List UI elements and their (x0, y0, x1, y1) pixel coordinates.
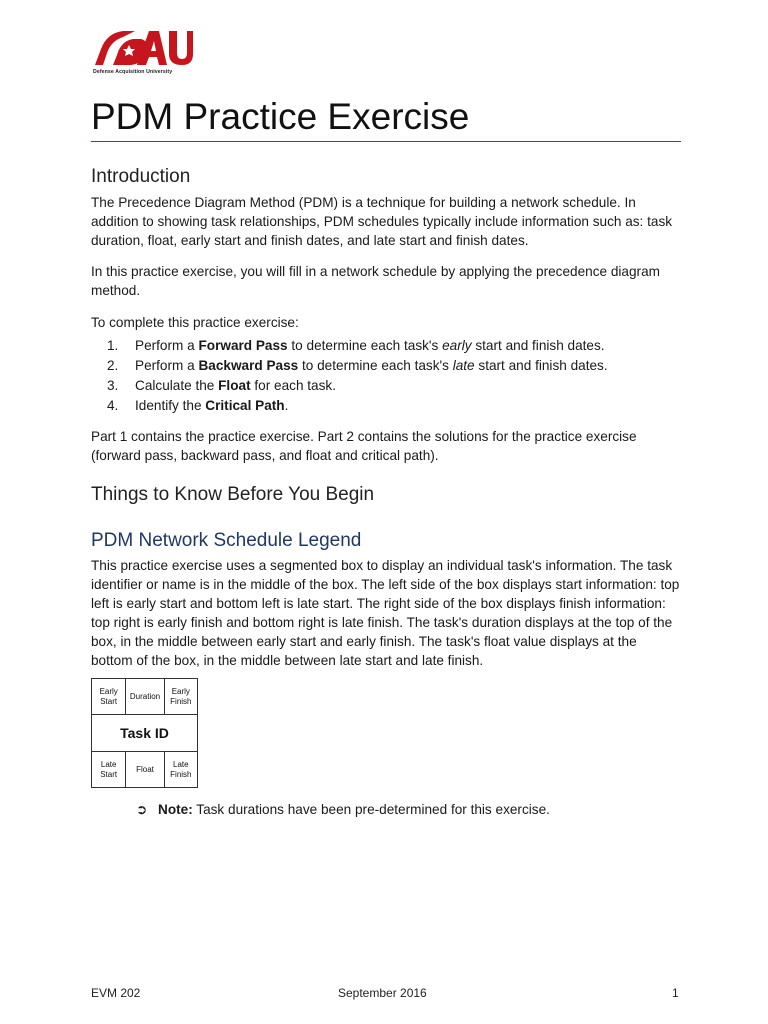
title-divider (91, 141, 681, 142)
introduction-heading: Introduction (91, 166, 191, 187)
legend-bottom-row (92, 751, 197, 787)
footer-page-number: 1 (672, 986, 679, 1000)
legend-early-finish: Early Finish (170, 686, 192, 706)
list-item: 3. Calculate the Float for each task. (107, 378, 336, 393)
intro-closing-paragraph: Part 1 contains the practice exercise. Part 2 contains the solutions for the practice exercise (forward pass, backward pass, and float and critical path). (91, 429, 637, 463)
legend-late-finish: Late Finish (170, 759, 192, 779)
dau-logo (93, 27, 193, 75)
legend-late-start: Late Start (92, 752, 126, 787)
dau-logo-mark (93, 27, 193, 69)
intro-paragraph-3: To complete this practice exercise: (91, 315, 299, 330)
logo-subtitle: Defense Acquisition University (93, 69, 173, 75)
legend-top-row (92, 679, 197, 715)
footer-course: EVM 202 (91, 986, 141, 1000)
list-item: 2. Perform a Backward Pass to determine each task's late start and finish dates. (107, 358, 608, 373)
list-item: 1. Perform a Forward Pass to determine each task's early start and finish dates. (107, 338, 605, 353)
list-item: 4. Identify the Critical Path. (107, 398, 289, 413)
legend-task-id: Task ID (120, 725, 169, 741)
intro-paragraph-2: In this practice exercise, you will fill in a network schedule by applying the precedence diagram method. (91, 264, 660, 298)
note-label: Note: (158, 802, 193, 817)
legend-paragraph: This practice exercise uses a segmented box to display an individual task's information. The task identifier or name is in the middle of the box. The left side of the box displays start information: top left is early start and bottom left is late start. The right side of the box displays finish information: top right is early finish and bottom right is late finish. The task's duration displays at the top of the box, in the middle between early start and early finish. The task's float value displays at the bottom of the box, in the middle between late start and late finish. (91, 558, 680, 668)
legend-float: Float (126, 752, 164, 787)
page-title: PDM Practice Exercise (91, 96, 470, 137)
legend-heading: PDM Network Schedule Legend (91, 530, 362, 551)
arrow-icon: ➲ (136, 802, 148, 817)
legend-early-start: Early Start (92, 679, 126, 714)
footer-date: September 2016 (338, 986, 427, 1000)
note (136, 800, 550, 819)
intro-paragraph-1: The Precedence Diagram Method (PDM) is a technique for building a network schedule. In addition to showing task relationships, PDM schedules typically include information such as: task duration, float, early start and finish dates, and late start and finish dates. (91, 195, 673, 248)
things-heading: Things to Know Before You Begin (91, 484, 375, 505)
steps-list (107, 336, 608, 416)
legend-task-box (91, 678, 198, 788)
legend-duration: Duration (126, 679, 164, 714)
note-text: Task durations have been pre-determined for this exercise. (192, 802, 550, 817)
